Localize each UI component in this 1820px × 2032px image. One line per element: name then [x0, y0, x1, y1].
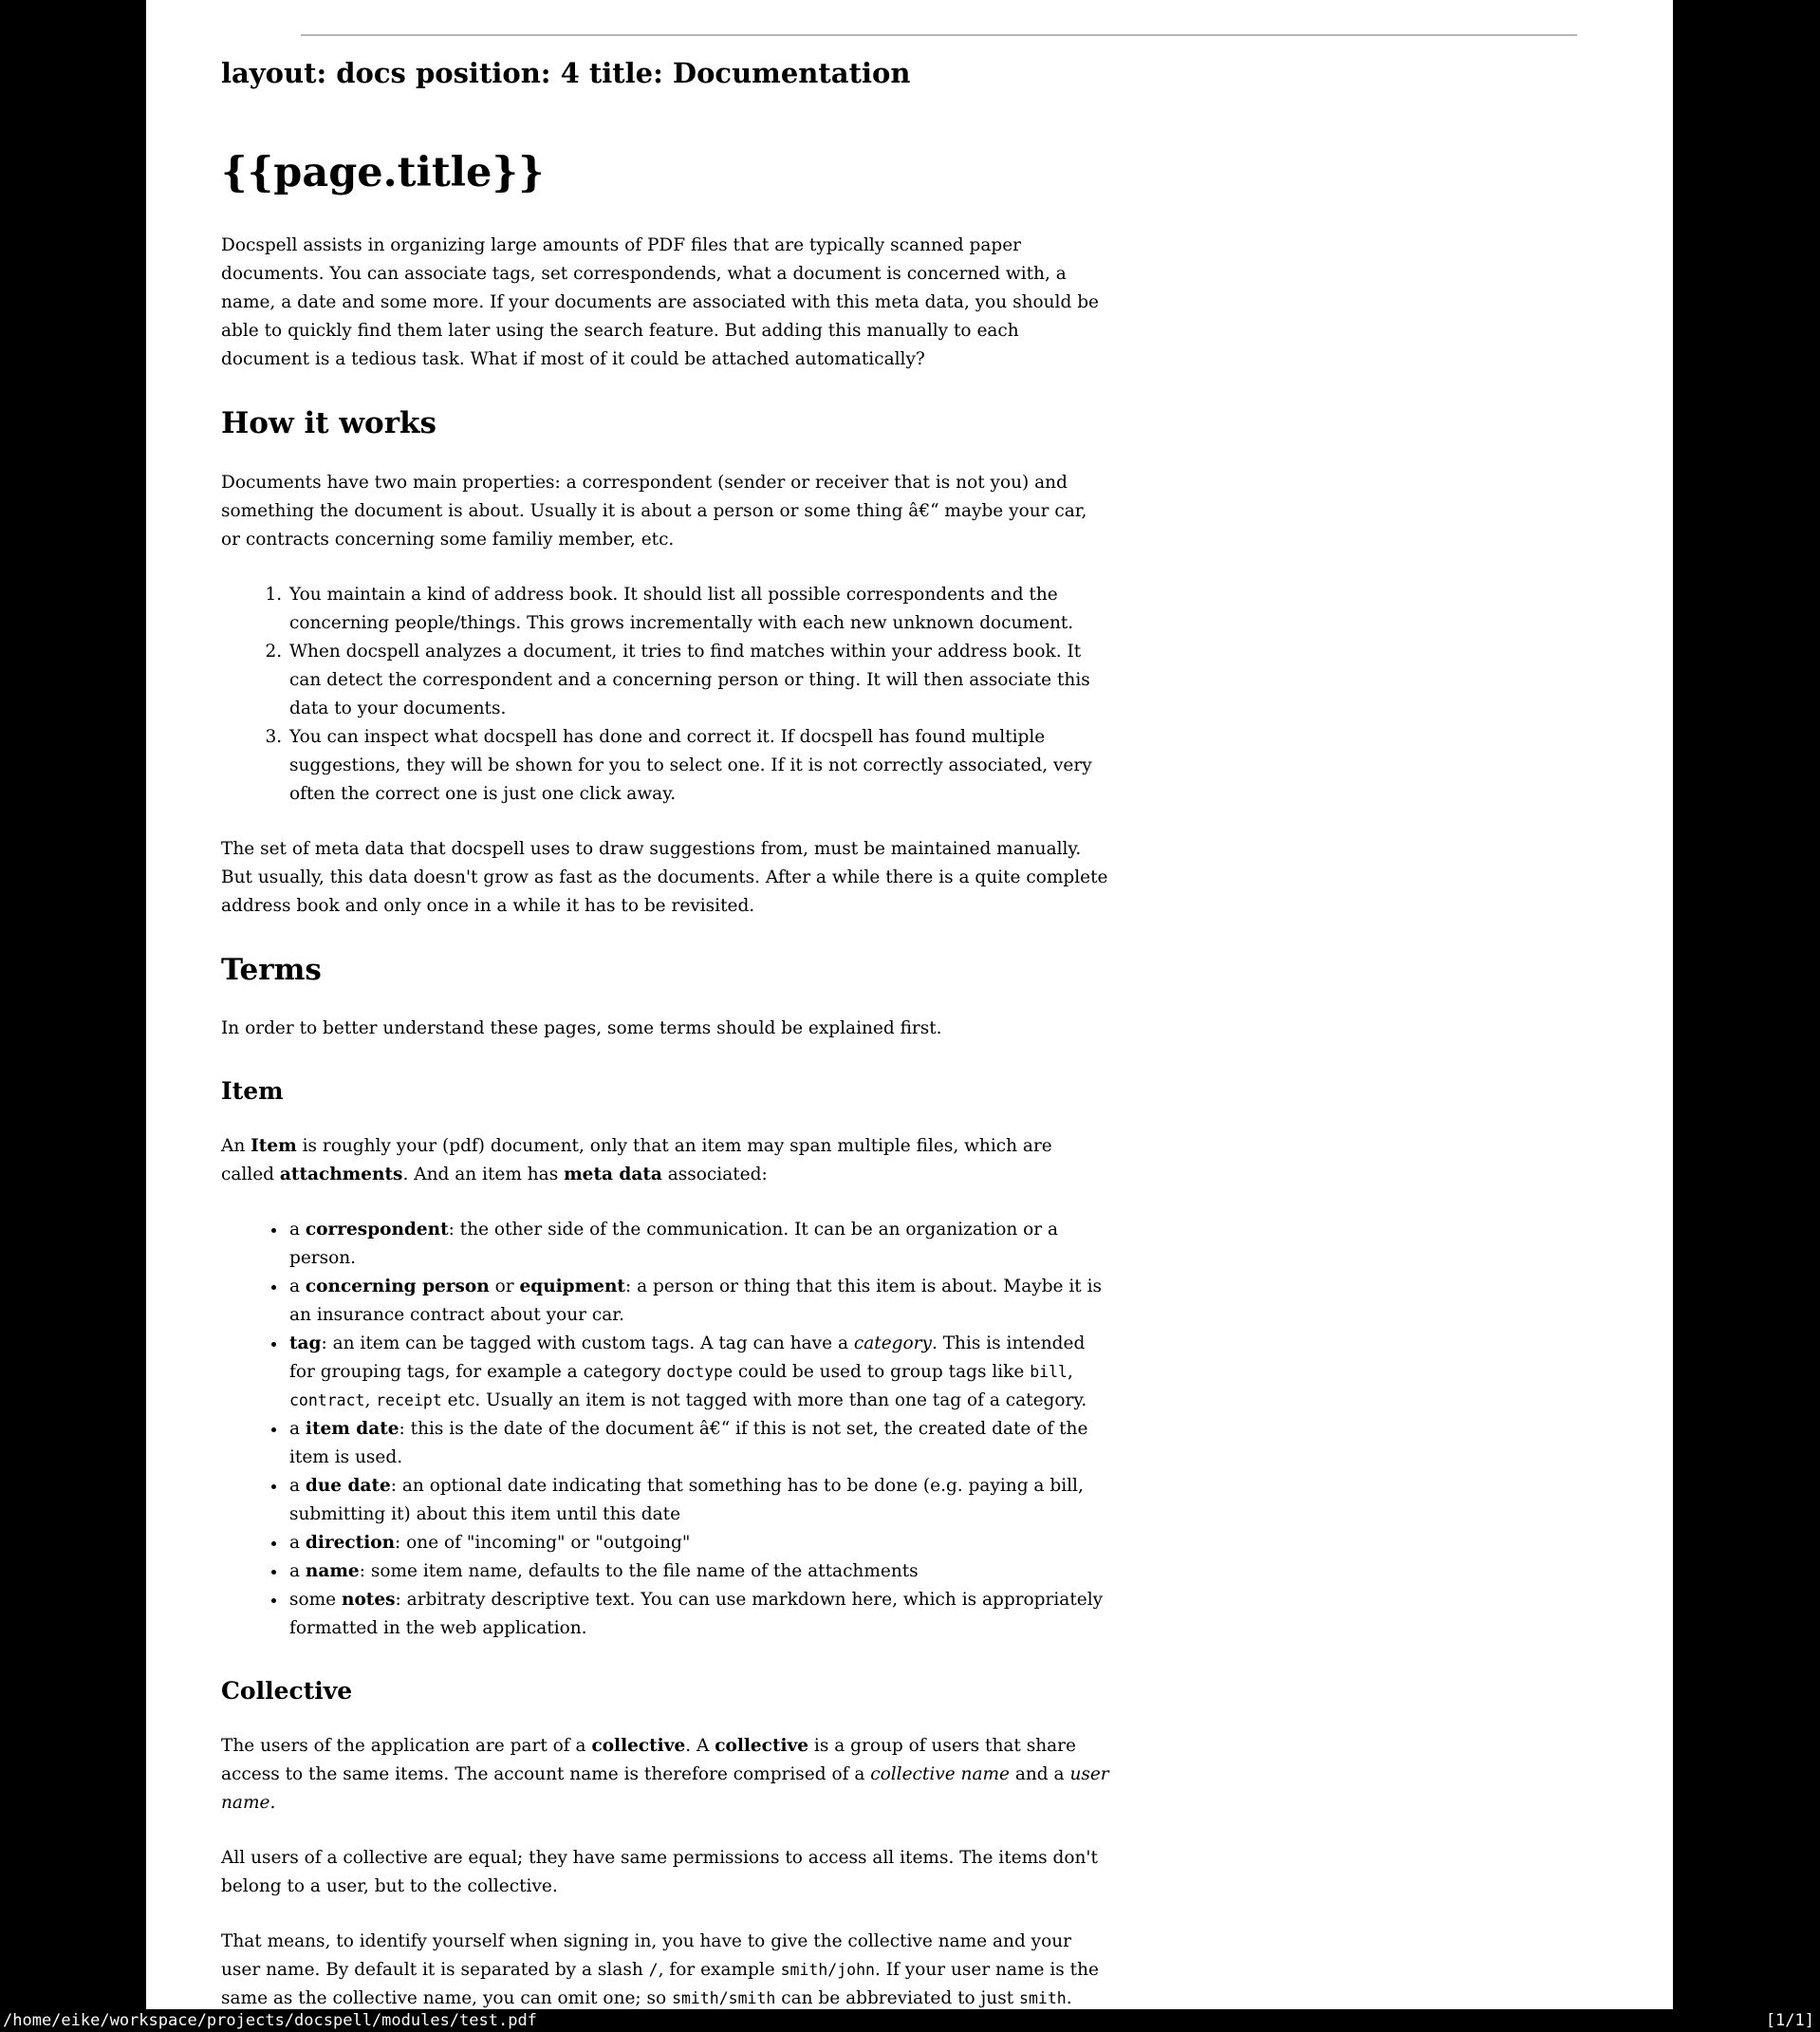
text-run: When docspell analyzes a document, it tries to find matches within your address book. It can detect the correspondent and a concerning person or thing. It will then associate this data to your documents. [289, 641, 1090, 718]
text-run: : this is the date of the document â€“ if this is not set, the created date of the item is used. [289, 1418, 1088, 1467]
bold-text: concerning person [305, 1276, 490, 1296]
text-run: . [1066, 1987, 1072, 2008]
text-run: can be abbreviated to just [775, 1987, 1020, 2008]
text-run: is a group of users that share access to the same items. The account name is therefore comprised of a [221, 1735, 1076, 1784]
text-run: : the other side of the communication. It can be an organization or a person. [289, 1219, 1059, 1268]
bold-text: correspondent [305, 1219, 449, 1240]
text-run: , [364, 1389, 377, 1410]
code-text: doctype [666, 1362, 734, 1381]
text-run: : an optional date indicating that something has to be done (e.g. paying a bill, submitting it) about this item until this date [289, 1475, 1084, 1524]
text-run: Docspell assists in organizing large amounts of PDF files that are typically scanned paper documents. You can associate tags, set correspondends, what a document is concerned with, a name, a date and some more. If your documents are associated with this meta data, you should be able to quickly find them later using the search feature. But adding this manually to each document is a tedious task. What if most of it could be attached automatically? [221, 235, 1099, 370]
bold-text: Item [251, 1135, 297, 1156]
text-run: You maintain a kind of address book. It should list all possible correspondents and the concerning people/things. This grows incrementally with each new unknown document. [289, 584, 1074, 633]
bold-text: attachments [279, 1164, 403, 1184]
bold-text: due date [305, 1475, 391, 1496]
collective-paragraph-1 [221, 1732, 1110, 1818]
list-item [288, 638, 1110, 723]
bold-text: collective [715, 1735, 809, 1756]
text-run: : some item name, defaults to the file name of the attachments [359, 1560, 919, 1581]
text-run: The set of meta data that docspell uses to draw suggestions from, must be maintained manually. But usually, this data doesn't grow as fast as the documents. After a while there is a quite complete address book and only once in a while it has to be revisited. [221, 838, 1108, 916]
code-text: / [648, 1960, 659, 1979]
text-run: : arbitraty descriptive text. You can use markdown here, which is appropriately formatted in the web application. [289, 1589, 1104, 1638]
text-run: associated: [661, 1164, 768, 1184]
list-item [288, 723, 1110, 809]
text-run: , for example [658, 1959, 781, 1980]
code-text: contract [289, 1390, 365, 1409]
text-run: some [289, 1589, 343, 1610]
list-item [288, 581, 1110, 638]
italic-text: collective name [870, 1763, 1010, 1784]
text-run: . And an item has [402, 1164, 565, 1184]
code-text: receipt [376, 1390, 442, 1409]
list-item [288, 1586, 1110, 1643]
terms-intro-paragraph [221, 1015, 1110, 1043]
bold-text: meta data [564, 1164, 662, 1184]
text-run: All users of a collective are equal; they have same permissions to access all items. The items don't belong to a user, but to the collective. [221, 1847, 1098, 1896]
text-run: , [1067, 1361, 1073, 1382]
text-run: a [289, 1475, 306, 1496]
text-run: . A [685, 1735, 715, 1756]
text-run: a [289, 1219, 306, 1240]
list-item [288, 1472, 1110, 1529]
heading-item: Item [221, 1076, 284, 1105]
text-run: Documents have two main properties: a correspondent (sender or receiver that is not you) and something the document is about. Usually it is about a person or some thing â€“ maybe your car, or contracts concerning some familiy member, etc. [221, 472, 1087, 550]
page-title: {{page.title}} [221, 148, 545, 196]
bold-text: item date [305, 1418, 399, 1439]
text-run: or [489, 1276, 520, 1296]
file-path: /home/eike/workspace/projects/docspell/modules/test.pdf [3, 2011, 537, 2030]
bold-text: tag [289, 1333, 322, 1353]
code-text: smith/john [780, 1960, 875, 1979]
collective-paragraph-2 [221, 1844, 1110, 1901]
frontmatter-rule [301, 34, 1577, 36]
text-run: a [289, 1418, 306, 1439]
how-it-works-steps [221, 581, 1110, 809]
collective-paragraph-3 [221, 1928, 1110, 2009]
text-run: and a [1009, 1763, 1070, 1784]
meta-data-paragraph [221, 835, 1110, 921]
italic-text: category [853, 1333, 932, 1353]
item-meta-list [221, 1216, 1110, 1643]
frontmatter-heading: layout: docs position: 4 title: Documentation [221, 57, 911, 89]
list-item [288, 1415, 1110, 1472]
text-run: could be used to group tags like [733, 1361, 1031, 1382]
text-run: etc. Usually an item is not tagged with more than one tag of a category. [441, 1389, 1087, 1410]
code-text: bill [1030, 1362, 1068, 1381]
document-content [221, 34, 1110, 2009]
bold-text: collective [591, 1735, 686, 1756]
text-run: : a person or thing that this item is about. Maybe it is an insurance contract about your car. [289, 1276, 1103, 1325]
heading-collective: Collective [221, 1676, 353, 1705]
bold-text: name [305, 1560, 360, 1581]
text-run: : one of "incoming" or "outgoing" [395, 1532, 691, 1553]
text-run: That means, to identify yourself when signing in, you have to give the collective name and your user name. By default it is separated by a slash [221, 1930, 1072, 1980]
code-text: smith/smith [672, 1988, 776, 2007]
how-it-works-paragraph [221, 469, 1110, 554]
text-run: is roughly your (pdf) document, only that an item may span multiple files, which are called [221, 1135, 1052, 1184]
list-item [288, 1273, 1110, 1330]
list-item [288, 1330, 1110, 1415]
item-paragraph [221, 1132, 1110, 1189]
italic-text: user name [221, 1763, 1109, 1813]
intro-paragraph [221, 232, 1110, 374]
pdf-page [146, 0, 1673, 2009]
text-run: a [289, 1532, 306, 1553]
bold-text: equipment [519, 1276, 625, 1296]
text-run: You can inspect what docspell has done and correct it. If docspell has found multiple suggestions, they will be shown for you to select one. If it is not correctly associated, very often the correct one is just one click away. [289, 726, 1092, 804]
text-run: . [269, 1792, 276, 1813]
text-run: : an item can be tagged with custom tags. A tag can have a [321, 1333, 854, 1353]
bold-text: notes [342, 1589, 396, 1610]
list-item [288, 1216, 1110, 1273]
status-bar [0, 2009, 1820, 2032]
page-indicator: [1/1] [1765, 2011, 1814, 2030]
text-run: a [289, 1276, 306, 1296]
text-run: In order to better understand these pages, some terms should be explained first. [221, 1017, 942, 1038]
list-item [288, 1529, 1110, 1557]
text-run: a [289, 1560, 306, 1581]
text-run: . If your user name is the same as the collective name, you can omit one; so [221, 1959, 1099, 2008]
text-run: The users of the application are part of a [221, 1735, 592, 1756]
text-run: An [221, 1135, 251, 1156]
text-run: . This is intended for grouping tags, for example a category [289, 1333, 1086, 1382]
code-text: smith [1019, 1988, 1067, 2007]
list-item [288, 1557, 1110, 1586]
heading-how-it-works: How it works [221, 406, 436, 441]
heading-terms: Terms [221, 952, 322, 987]
bold-text: direction [305, 1532, 396, 1553]
